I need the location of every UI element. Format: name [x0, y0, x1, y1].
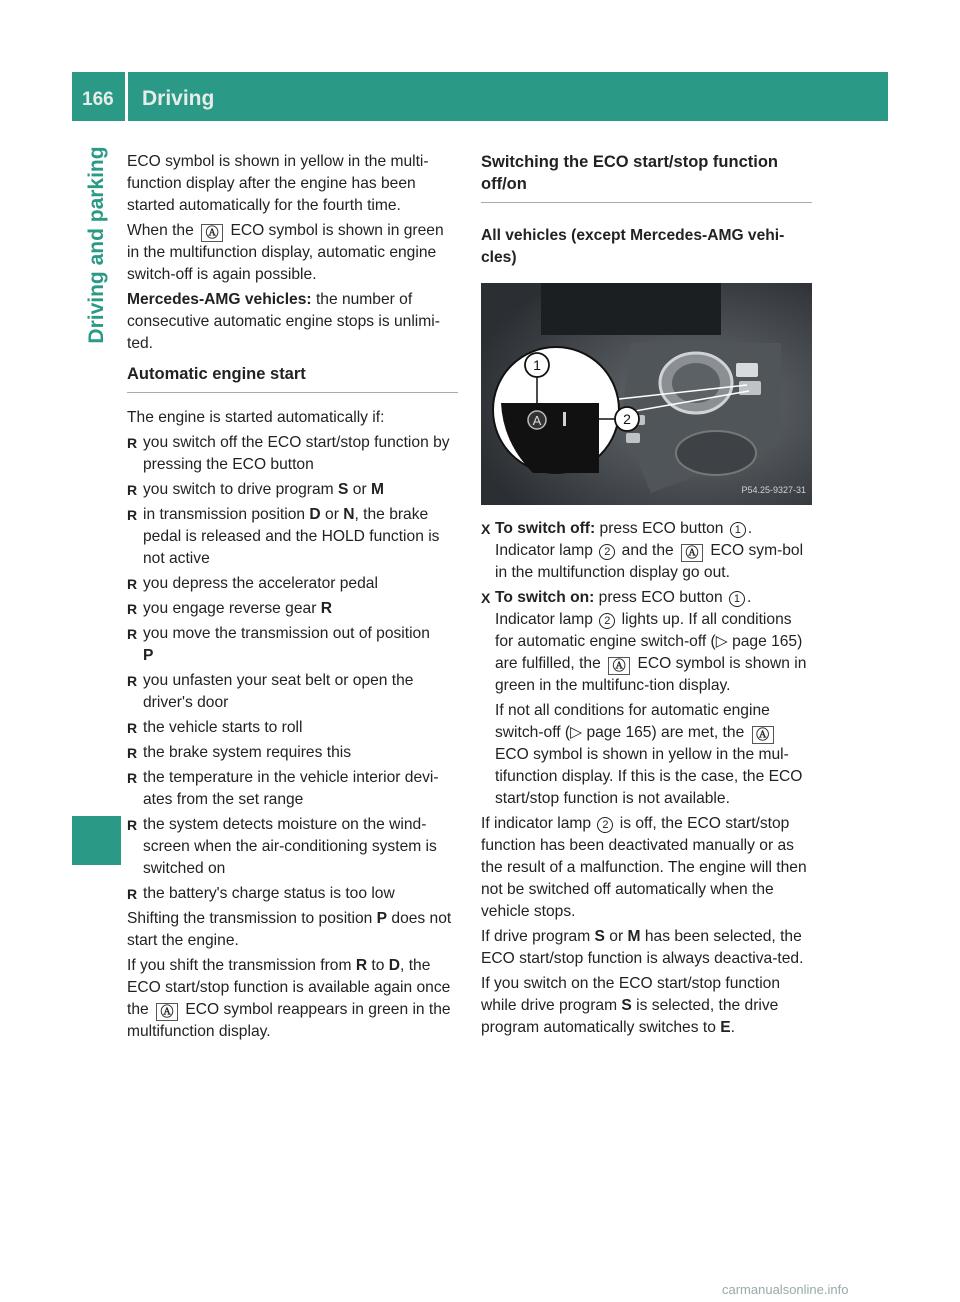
header-divider — [125, 72, 128, 121]
paragraph: Mercedes-AMG vehicles: the number of consecutive automatic engine stops is unlimi-ted. — [127, 291, 440, 352]
bullet-marker-icon: R — [127, 507, 138, 523]
console-illustration — [481, 283, 812, 505]
list-item: R the battery's charge status is too low — [127, 883, 458, 905]
paragraph: If you switch on the ECO start/stop function while drive program S is selected, the drive program automatically switches to E. — [481, 975, 781, 1036]
list-item: R the temperature in the vehicle interior devi-ates from the set range — [127, 769, 439, 808]
bullet-marker-icon: R — [127, 601, 138, 617]
list-item: R you engage reverse gear R — [127, 598, 458, 620]
list-item: R you depress the accelerator pedal — [127, 573, 458, 595]
list-item: R you switch to drive program S or M — [127, 479, 458, 501]
callout-2-icon: 2 — [599, 613, 615, 629]
list-item: R the vehicle starts to roll — [127, 717, 458, 739]
eco-symbol-icon: Ⓐ — [681, 544, 703, 562]
eco-symbol-icon: Ⓐ — [156, 1003, 178, 1021]
paragraph: If you shift the transmission from R to D, the ECO start/stop function is available again once the Ⓐ ECO symbol reappears in green in the multifunction display. — [127, 957, 451, 1040]
bullet-marker-icon: R — [127, 576, 138, 592]
section-title: Automatic engine start — [127, 363, 458, 393]
condition-list — [127, 432, 458, 905]
callout-2-icon: 2 — [599, 544, 615, 560]
side-tab-label: Driving and parking — [85, 146, 108, 344]
page-header-bar — [72, 72, 888, 121]
paragraph: Shifting the transmission to position P does not start the engine. — [127, 910, 452, 949]
figure-label-2: 2 — [623, 411, 631, 427]
figure-label-1: 1 — [533, 357, 541, 373]
bullet-marker-icon: R — [127, 720, 138, 736]
figure-caption: P54.25-9327-31 — [741, 485, 806, 495]
paragraph: If indicator lamp 2 is off, the ECO start/stop function has been deactivated manually or as the result of a malfunction. The engine will then not be switched off automatically when the vehicle stops. — [481, 815, 807, 920]
eco-button-figure — [481, 283, 812, 505]
step-arrow-icon: X — [481, 521, 491, 537]
list-item: R you switch off the ECO start/stop function by pressing the ECO button — [127, 434, 450, 473]
left-column — [127, 151, 458, 1046]
page-reference-link[interactable]: (▷ page 165) — [710, 633, 803, 650]
paragraph: If drive program S or M has been selected, the ECO start/stop function is always deactiva-ted. — [481, 928, 804, 967]
instruction-step: X To switch off: press ECO button 1 . Indicator lamp 2 and the Ⓐ ECO sym-bol in the multifunction display go out. — [481, 520, 804, 581]
page-number: 166 — [82, 89, 114, 110]
list-item: R the system detects moisture on the wind-screen when the air-conditioning system is switched on — [127, 816, 437, 877]
bullet-marker-icon: R — [127, 673, 138, 689]
bullet-marker-icon: R — [127, 482, 138, 498]
bullet-marker-icon: R — [127, 770, 138, 786]
list-item: R you unfasten your seat belt or open the driver's door — [127, 672, 414, 711]
footer-watermark: carmanualsonline.info — [722, 1282, 849, 1297]
callout-1-icon: 1 — [729, 591, 745, 607]
eco-symbol-icon: Ⓐ — [752, 726, 774, 744]
paragraph: ECO symbol is shown in yellow in the multi-function display after the engine has been started automatically for the fourth time. — [127, 153, 429, 214]
right-column — [481, 151, 812, 1042]
instruction-step: X To switch on: press ECO button 1 . Indicator lamp 2 lights up. If all conditions for automatic engine switch-off (▷ page 165) are fulfilled, the Ⓐ ECO symbol is shown in green in the multifunc-tion display. If not all conditions for automatic engine switch-off (▷ page 165) are met, the Ⓐ ECO symbol is shown in yellow in the mul-tifunction display. If this is the case, the ECO start/stop function is not available. — [481, 589, 807, 807]
page-reference-link[interactable]: (▷ page 165) — [564, 724, 657, 741]
callout-1-icon: 1 — [730, 522, 746, 538]
bullet-marker-icon: R — [127, 745, 138, 761]
list-item: R the brake system requires this — [127, 742, 458, 764]
list-item: R you move the transmission out of position P — [127, 625, 430, 664]
step-arrow-icon: X — [481, 590, 491, 606]
subsection-title: All vehicles (except Mercedes-AMG vehi-cles) — [481, 227, 785, 266]
list-item: R in transmission position D or N, the brake pedal is released and the HOLD function is not active — [127, 506, 440, 567]
paragraph: The engine is started automatically if: — [127, 409, 385, 426]
eco-symbol-icon: Ⓐ — [608, 657, 630, 675]
instruction-steps — [481, 518, 812, 810]
section-title: Switching the ECO start/stop function off/on — [481, 151, 812, 203]
header-title: Driving — [142, 87, 215, 110]
side-tab-marker — [72, 816, 121, 865]
bullet-marker-icon: R — [127, 886, 138, 902]
bullet-marker-icon: R — [127, 817, 138, 833]
eco-symbol-icon: Ⓐ — [201, 224, 223, 242]
figure-label-a: A — [532, 413, 542, 428]
callout-2-icon: 2 — [597, 817, 613, 833]
paragraph: When the Ⓐ ECO symbol is shown in green in the multifunction display, automatic engine switch-off is again possible. — [127, 222, 444, 283]
bullet-marker-icon: R — [127, 435, 138, 451]
bullet-marker-icon: R — [127, 626, 138, 642]
